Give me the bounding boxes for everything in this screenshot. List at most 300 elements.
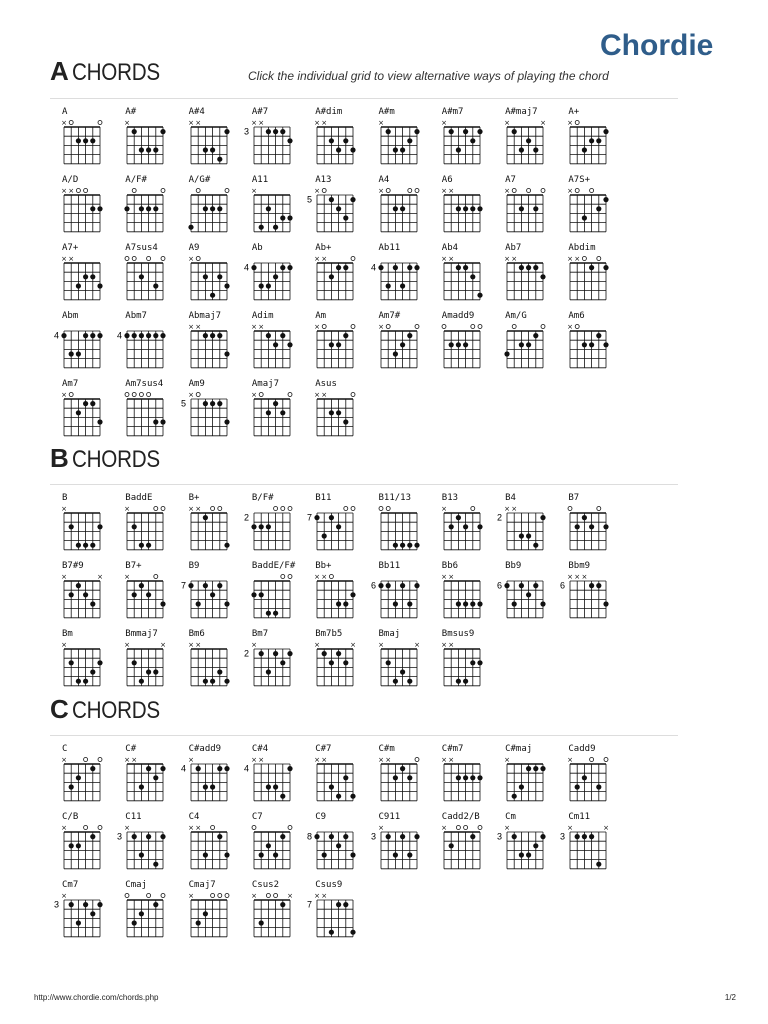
fretboard (242, 890, 298, 942)
chord-diagram[interactable] (242, 493, 298, 555)
chord-name: Bm6 (188, 629, 205, 639)
finger-dot (336, 794, 341, 799)
finger-dot (287, 766, 292, 771)
open-string-mark (266, 894, 270, 898)
chord-diagram[interactable] (179, 744, 235, 806)
finger-dot (504, 583, 509, 588)
muted-string-mark: × (194, 641, 201, 649)
chord-name: Adim (251, 311, 274, 321)
finger-dot (210, 333, 215, 338)
fretboard (305, 117, 361, 169)
chord-diagram[interactable] (432, 311, 488, 373)
finger-dot (273, 401, 278, 406)
chord-name: A7+ (62, 243, 79, 253)
finger-dot (69, 902, 74, 907)
finger-dot (526, 138, 531, 143)
finger-dot (329, 515, 334, 520)
chord-name: Cm11 (568, 812, 591, 822)
finger-dot (161, 834, 166, 839)
fretboard (242, 185, 298, 237)
chord-diagram[interactable] (495, 243, 551, 305)
chord-diagram[interactable] (432, 243, 488, 305)
chord-diagram[interactable] (369, 744, 425, 806)
finger-dot (463, 775, 468, 780)
finger-dot (217, 206, 222, 211)
fretboard (242, 822, 298, 874)
open-string-mark (415, 325, 419, 329)
open-string-mark (217, 894, 221, 898)
chord-diagram[interactable] (242, 880, 298, 942)
chord-name: Cadd9 (568, 744, 596, 754)
chord-diagram[interactable] (432, 493, 488, 555)
open-string-mark (161, 257, 165, 261)
chord-diagram[interactable] (305, 561, 361, 623)
open-string-mark (597, 257, 601, 261)
open-string-mark (471, 325, 475, 329)
chord-diagram[interactable] (305, 629, 361, 691)
chord-diagram[interactable] (369, 175, 425, 237)
finger-dot (519, 206, 524, 211)
fret-number: 4 (117, 330, 123, 341)
fret-number: 2 (497, 512, 503, 523)
chord-diagram[interactable] (242, 744, 298, 806)
finger-dot (210, 293, 215, 298)
chord-diagram[interactable] (52, 379, 108, 441)
chord-diagram[interactable] (495, 107, 551, 169)
chord-diagram[interactable] (305, 744, 361, 806)
chord-name: C#maj (505, 744, 533, 754)
chord-diagram[interactable] (179, 107, 235, 169)
chord-diagram[interactable] (242, 629, 298, 691)
open-string-mark (322, 189, 326, 193)
section-title-c (50, 694, 175, 725)
chord-diagram[interactable] (369, 311, 425, 373)
finger-dot (392, 775, 397, 780)
chord-diagram[interactable] (179, 812, 235, 874)
fretboard (115, 185, 171, 237)
finger-dot (90, 543, 95, 548)
page-number: 1/2 (724, 993, 736, 1002)
open-string-mark (132, 189, 136, 193)
open-string-mark (386, 325, 390, 329)
muted-string-mark: × (377, 824, 384, 832)
section-letter: A (50, 56, 69, 86)
chord-diagram[interactable] (242, 243, 298, 305)
finger-dot (315, 515, 320, 520)
finger-dot (76, 283, 81, 288)
chord-name: C#m7 (441, 744, 464, 754)
finger-dot (407, 333, 412, 338)
finger-dot (266, 669, 271, 674)
finger-dot (322, 651, 327, 656)
chord-name: A7 (505, 175, 516, 185)
chord-diagram[interactable] (432, 107, 488, 169)
chord-diagram[interactable] (115, 175, 171, 237)
open-string-mark (415, 189, 419, 193)
chord-diagram[interactable] (115, 744, 171, 806)
finger-dot (97, 283, 102, 288)
muted-string-mark: × (160, 641, 167, 649)
fret-number: 4 (243, 763, 249, 774)
chord-name: A11 (251, 175, 269, 185)
chord-diagram[interactable] (369, 243, 425, 305)
chord-diagram[interactable] (558, 311, 614, 373)
chord-diagram[interactable] (179, 493, 235, 555)
finger-dot (69, 660, 74, 665)
fretboard (495, 117, 551, 169)
chord-diagram[interactable] (558, 561, 614, 623)
chord-name: A (62, 107, 68, 117)
chord-diagram[interactable] (115, 561, 171, 623)
finger-dot (343, 775, 348, 780)
muted-string-mark: × (61, 391, 67, 399)
muted-string-mark: × (187, 391, 194, 399)
footer-url[interactable]: http://www.chordie.com/chords.php (34, 993, 159, 1002)
open-string-mark (512, 189, 516, 193)
fretboard (558, 253, 614, 305)
open-string-mark (273, 894, 277, 898)
muted-string-mark: × (250, 756, 257, 764)
chord-diagram[interactable] (179, 175, 235, 237)
fretboard (495, 253, 551, 305)
finger-dot (470, 138, 475, 143)
chord-name: Ab (251, 243, 263, 253)
chord-diagram[interactable] (115, 812, 171, 874)
chord-diagram[interactable] (495, 311, 551, 373)
muted-string-mark: × (61, 255, 67, 263)
finger-dot (463, 342, 468, 347)
chord-name: BaddE (125, 493, 153, 503)
finger-dot (470, 834, 475, 839)
chord-diagram[interactable] (369, 561, 425, 623)
open-string-mark (351, 507, 355, 511)
chord-diagram[interactable] (115, 243, 171, 305)
fretboard (179, 754, 235, 806)
chord-diagram[interactable] (52, 311, 108, 373)
chord-name: Cm (505, 812, 516, 822)
fretboard (115, 503, 171, 555)
open-string-mark (217, 507, 221, 511)
finger-dot (210, 592, 215, 597)
open-string-mark (196, 189, 200, 193)
finger-dot (258, 852, 263, 857)
finger-dot (589, 583, 594, 588)
muted-string-mark: × (194, 323, 201, 331)
chord-diagram[interactable] (179, 243, 235, 305)
finger-dot (456, 147, 461, 152)
chord-diagram[interactable] (432, 175, 488, 237)
muted-string-mark: × (187, 255, 194, 263)
finger-dot (90, 333, 95, 338)
finger-dot (153, 283, 158, 288)
fretboard (179, 571, 235, 623)
muted-string-mark: × (194, 119, 201, 127)
fretboard (242, 321, 298, 373)
finger-dot (589, 342, 594, 347)
finger-dot (582, 147, 587, 152)
muted-string-mark: × (187, 323, 194, 331)
finger-dot (132, 524, 137, 529)
chord-diagram[interactable] (52, 175, 108, 237)
finger-dot (414, 834, 419, 839)
muted-string-mark: × (511, 255, 518, 263)
muted-string-mark: × (504, 505, 511, 513)
finger-dot (456, 515, 461, 520)
fretboard (179, 389, 235, 441)
chord-diagram[interactable] (558, 175, 614, 237)
instructions-text: Click the individual grid to view alternative ways of playing the chord (248, 69, 609, 83)
fretboard (242, 571, 298, 623)
chord-diagram[interactable] (115, 311, 171, 373)
chord-diagram[interactable] (242, 379, 298, 441)
fretboard (305, 503, 361, 555)
chord-diagram[interactable] (179, 379, 235, 441)
finger-dot (273, 342, 278, 347)
chord-diagram[interactable] (495, 744, 551, 806)
finger-dot (519, 784, 524, 789)
muted-string-mark: × (314, 187, 321, 195)
chord-name: A13 (315, 175, 332, 185)
finger-dot (280, 660, 285, 665)
chord-diagram[interactable] (115, 493, 171, 555)
fretboard (432, 321, 488, 373)
finger-dot (414, 583, 419, 588)
chord-diagram[interactable] (305, 243, 361, 305)
fretboard (305, 571, 361, 623)
fret-number: 7 (180, 580, 186, 591)
finger-dot (273, 225, 278, 230)
chord-diagram[interactable] (305, 379, 361, 441)
finger-dot (202, 401, 207, 406)
chord-diagram[interactable] (432, 561, 488, 623)
fret-number: 5 (307, 194, 313, 205)
chord-diagram[interactable] (369, 107, 425, 169)
muted-string-mark: × (124, 824, 131, 832)
chord-name: B/F# (251, 493, 274, 503)
muted-string-mark: × (250, 391, 257, 399)
chord-name: Am7# (378, 311, 401, 321)
chord-name: Am (315, 311, 327, 321)
section-divider (50, 98, 678, 99)
chord-diagram[interactable] (52, 744, 108, 806)
finger-dot (351, 930, 356, 935)
open-string-mark (288, 393, 292, 397)
finger-dot (210, 401, 215, 406)
chord-diagram[interactable] (495, 493, 551, 555)
finger-dot (153, 147, 158, 152)
finger-dot (448, 524, 453, 529)
chord-diagram[interactable] (52, 561, 108, 623)
finger-dot (266, 283, 271, 288)
fretboard (369, 321, 425, 373)
chord-diagram[interactable] (52, 107, 108, 169)
chord-diagram[interactable] (52, 880, 108, 942)
finger-dot (90, 138, 95, 143)
muted-string-mark: × (187, 641, 194, 649)
muted-string-mark: × (68, 187, 75, 195)
open-string-mark (154, 575, 158, 579)
chord-diagram[interactable] (558, 744, 614, 806)
finger-dot (146, 834, 151, 839)
chord-diagram[interactable] (305, 107, 361, 169)
muted-string-mark: × (511, 505, 518, 513)
fretboard (495, 185, 551, 237)
fret-number: 5 (180, 398, 186, 409)
chord-diagram[interactable] (242, 561, 298, 623)
finger-dot (329, 274, 334, 279)
finger-dot (597, 138, 602, 143)
chord-diagram[interactable] (52, 629, 108, 691)
chord-diagram[interactable] (115, 107, 171, 169)
finger-dot (202, 206, 207, 211)
muted-string-mark: × (440, 505, 447, 513)
open-string-mark (132, 257, 136, 261)
chord-name: A7S+ (568, 175, 591, 185)
finger-dot (97, 524, 102, 529)
chord-diagram[interactable] (369, 812, 425, 874)
open-string-mark (76, 189, 80, 193)
muted-string-mark: × (61, 824, 67, 832)
open-string-mark (210, 826, 214, 830)
fretboard (115, 822, 171, 874)
chord-name: Bm (62, 629, 73, 639)
chord-diagram[interactable] (558, 243, 614, 305)
finger-dot (533, 843, 538, 848)
finger-dot (533, 543, 538, 548)
muted-string-mark: × (504, 255, 511, 263)
finger-dot (463, 601, 468, 606)
finger-dot (266, 524, 271, 529)
fretboard (115, 321, 171, 373)
chord-diagram[interactable] (242, 311, 298, 373)
chord-diagram[interactable] (432, 744, 488, 806)
chord-diagram[interactable] (115, 379, 171, 441)
muted-string-mark: × (574, 573, 581, 581)
chord-diagram[interactable] (558, 107, 614, 169)
chord-diagram[interactable] (305, 175, 361, 237)
fretboard (52, 321, 108, 373)
finger-dot (329, 930, 334, 935)
fretboard (115, 389, 171, 441)
muted-string-mark: × (448, 255, 454, 263)
muted-string-mark: × (581, 573, 588, 581)
chord-diagram[interactable] (179, 880, 235, 942)
finger-dot (392, 543, 397, 548)
finger-dot (224, 766, 229, 771)
muted-string-mark: × (377, 756, 384, 764)
chord-diagram[interactable] (432, 629, 488, 691)
finger-dot (153, 862, 158, 867)
finger-dot (597, 862, 602, 867)
finger-dot (210, 206, 215, 211)
chord-diagram[interactable] (242, 812, 298, 874)
finger-dot (90, 911, 95, 916)
finger-dot (351, 197, 356, 202)
fretboard (432, 117, 488, 169)
chord-name: Amadd9 (441, 311, 475, 321)
fretboard (305, 822, 361, 874)
chord-name: Cmaj (125, 880, 147, 890)
chord-diagram[interactable] (242, 107, 298, 169)
chord-diagram[interactable] (558, 493, 614, 555)
muted-string-mark: × (448, 187, 454, 195)
chord-diagram[interactable] (242, 175, 298, 237)
chord-diagram[interactable] (179, 629, 235, 691)
finger-dot (597, 333, 602, 338)
finger-dot (526, 852, 531, 857)
chord-diagram[interactable] (495, 812, 551, 874)
chord-diagram[interactable] (432, 812, 488, 874)
chord-name: B11 (315, 493, 332, 503)
chord-name: Ab11 (378, 243, 401, 253)
fretboard (52, 754, 108, 806)
section-word: CHORDS (72, 59, 161, 86)
chord-name: Abmaj7 (188, 311, 222, 321)
fret-number: 6 (497, 580, 503, 591)
open-string-mark (478, 325, 482, 329)
open-string-mark (527, 189, 531, 193)
chord-diagram[interactable] (179, 311, 235, 373)
fret-number: 4 (53, 330, 59, 341)
chord-diagram[interactable] (52, 812, 108, 874)
chord-diagram[interactable] (495, 561, 551, 623)
chord-name: Bb9 (505, 561, 522, 571)
finger-dot (139, 543, 144, 548)
chord-diagram[interactable] (305, 812, 361, 874)
open-string-mark (210, 507, 214, 511)
open-string-mark (379, 507, 383, 511)
finger-dot (456, 775, 461, 780)
fretboard (52, 890, 108, 942)
chord-diagram[interactable] (495, 175, 551, 237)
open-string-mark (98, 758, 102, 762)
chord-name: A/G# (188, 175, 211, 185)
chord-diagram[interactable] (52, 243, 108, 305)
chord-diagram[interactable] (52, 493, 108, 555)
muted-string-mark: × (567, 756, 574, 764)
muted-string-mark: × (440, 187, 447, 195)
chord-diagram[interactable] (369, 493, 425, 555)
chord-diagram[interactable] (305, 311, 361, 373)
open-string-mark (583, 257, 587, 261)
muted-string-mark: × (567, 119, 574, 127)
finger-dot (83, 679, 88, 684)
finger-dot (512, 129, 517, 134)
open-string-mark (471, 507, 475, 511)
finger-dot (280, 902, 285, 907)
chord-diagram[interactable] (115, 629, 171, 691)
muted-string-mark: × (314, 892, 321, 900)
fretboard (305, 639, 361, 691)
finger-dot (519, 583, 524, 588)
finger-dot (477, 775, 482, 780)
finger-dot (266, 784, 271, 789)
chord-diagram[interactable] (369, 629, 425, 691)
finger-dot (90, 601, 95, 606)
finger-dot (343, 834, 348, 839)
chord-diagram[interactable] (305, 880, 361, 942)
fretboard (369, 639, 425, 691)
chord-diagram[interactable] (558, 812, 614, 874)
finger-dot (202, 515, 207, 520)
finger-dot (153, 333, 158, 338)
chord-diagram[interactable] (179, 561, 235, 623)
fret-number: 6 (560, 580, 566, 591)
finger-dot (139, 274, 144, 279)
chord-diagram[interactable] (305, 493, 361, 555)
chord-diagram[interactable] (115, 880, 171, 942)
finger-dot (280, 129, 285, 134)
